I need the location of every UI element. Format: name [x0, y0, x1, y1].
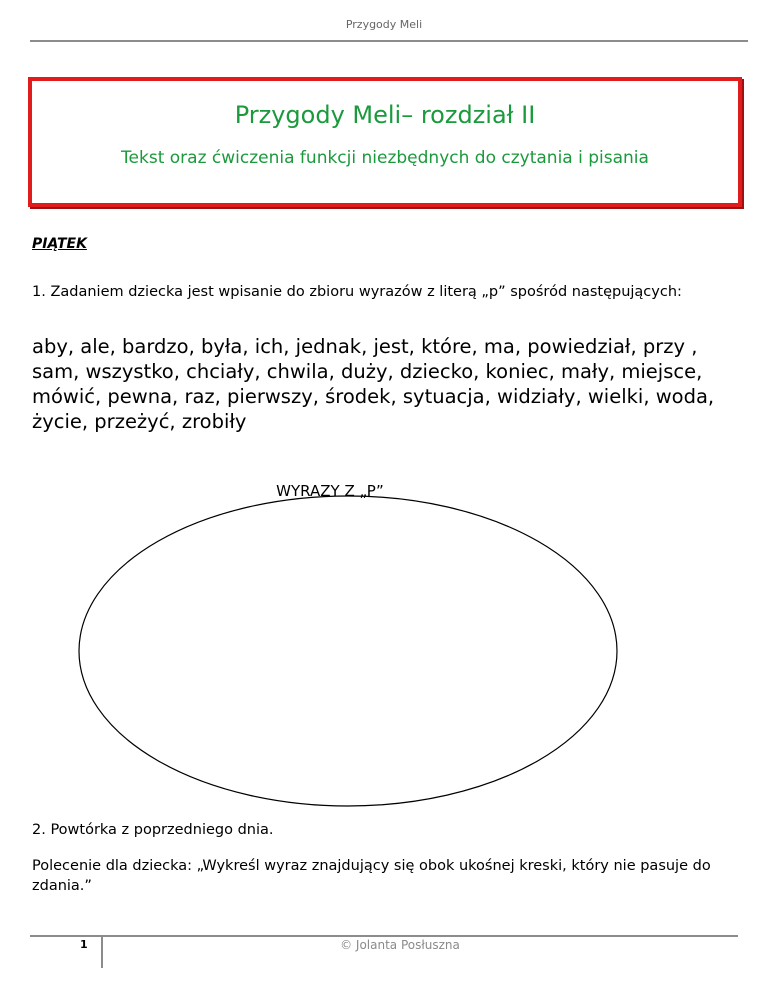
word-set-ellipse	[76, 493, 622, 811]
footer-rule	[30, 935, 738, 937]
page-number: 1	[80, 938, 88, 951]
header-rule	[30, 40, 748, 42]
task-1-text: 1. Zadaniem dziecka jest wpisanie do zbioru wyrazów z literą „p” spośród następujących:	[32, 284, 682, 300]
day-heading: PIĄTEK	[32, 236, 87, 252]
document-title: Przygody Meli– rozdział II	[234, 101, 536, 129]
task-2-text: 2. Powtórka z poprzedniego dnia.	[32, 822, 274, 838]
task-2-instruction: Polecenie dla dziecka: „Wykreśl wyraz znajdujący się obok ukośnej kreski, który nie pasuje do zdania.”	[32, 858, 711, 894]
running-header: Przygody Meli	[345, 18, 423, 31]
word-list: aby, ale, bardzo, była, ich, jednak, jest, które, ma, powiedział, przy , sam, wszystko, chciały, chwila, duży, dziecko, koniec, mały, miejsce, mówić, pewna, raz, pierwszy, środek, sytuacja, widziały, wielki, woda, życie, przeżyć, zrobiły	[32, 335, 715, 433]
ellipse-label: WYRAZY Z „P”	[276, 482, 384, 500]
copyright-notice: © Jolanta Posłuszna	[340, 938, 460, 952]
document-subtitle: Tekst oraz ćwiczenia funkcji niezbędnych do czytania i pisania	[121, 148, 649, 168]
title-box	[28, 77, 742, 207]
